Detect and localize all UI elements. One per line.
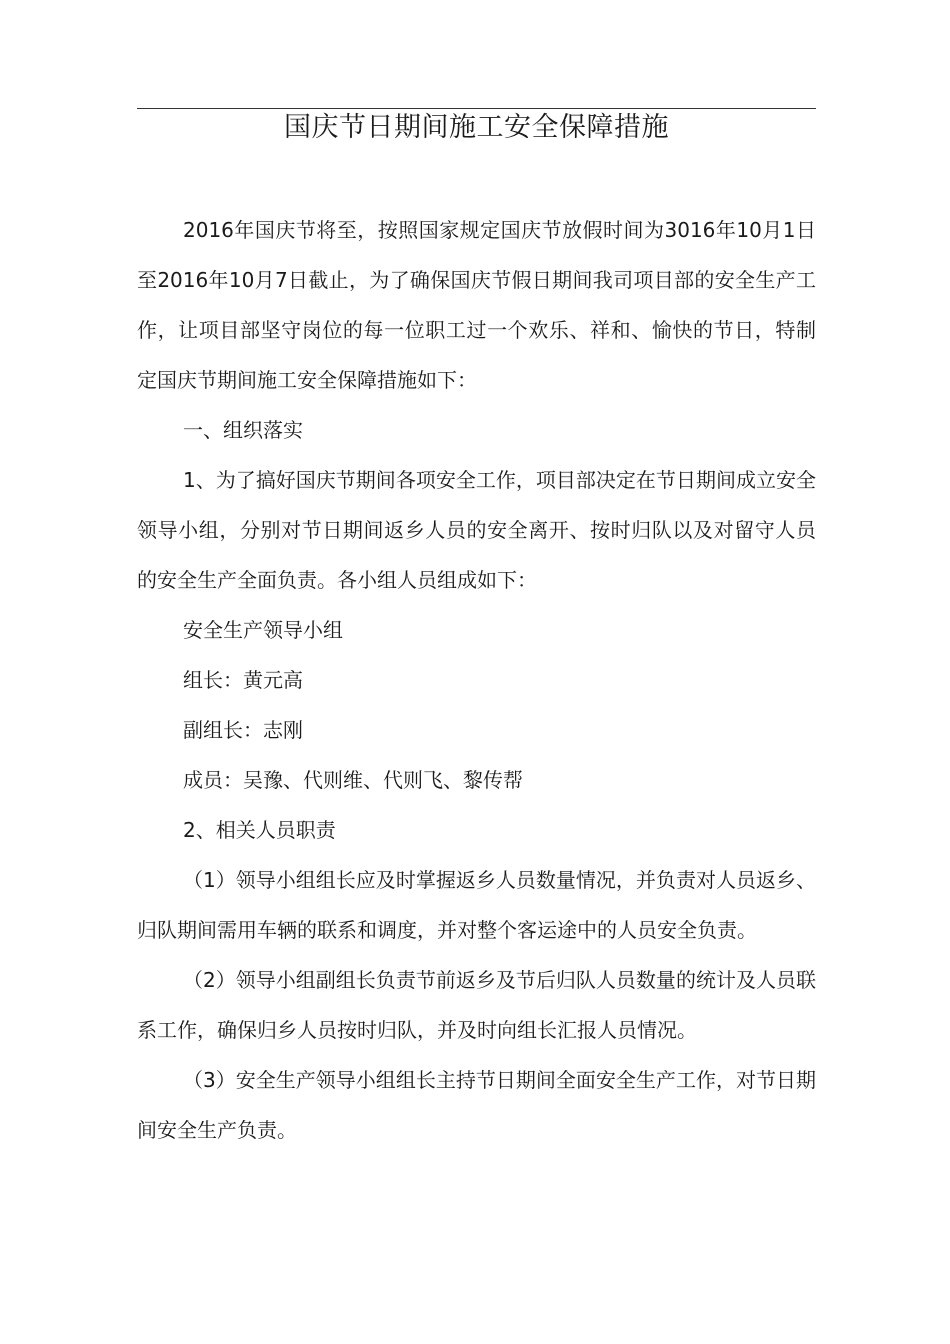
- duty-item-3: （3）安全生产领导小组组长主持节日期间全面安全生产工作，对节日期间安全生产负责。: [137, 1068, 816, 1142]
- section-heading-organization: 一、组织落实: [183, 418, 303, 442]
- paragraph-item-1: 1、为了搞好国庆节期间各项安全工作，项目部决定在节日期间成立安全领导小组，分别对节日期间返乡人员的安全离开、按时归队以及对留守人员的安全生产全面负责。各小组人员组成如下：: [137, 468, 816, 592]
- group-members: 成员：吴豫、代则维、代则飞、黎传帮: [183, 768, 523, 792]
- document-title: 国庆节日期间施工安全保障措施: [284, 112, 669, 143]
- group-deputy-leader: 副组长：志刚: [183, 718, 303, 742]
- duty-item-2: （2）领导小组副组长负责节前返乡及节后归队人员数量的统计及人员联系工作，确保归乡人员按时归队，并及时向组长汇报人员情况。: [137, 968, 816, 1042]
- section-heading-duties: 2、相关人员职责: [183, 818, 336, 842]
- document-body: [137, 205, 816, 1155]
- group-name: 安全生产领导小组: [183, 618, 343, 642]
- duty-item-1: （1）领导小组组长应及时掌握返乡人员数量情况，并负责对人员返乡、归队期间需用车辆的联系和调度，并对整个客运途中的人员安全负责。: [137, 868, 816, 942]
- paragraph-intro: 2016年国庆节将至，按照国家规定国庆节放假时间为3016年10月1日至2016年10月7日截止，为了确保国庆节假日期间我司项目部的安全生产工作，让项目部坚守岗位的每一位职工过一个欢乐、祥和、愉快的节日，特制定国庆节期间施工安全保障措施如下：: [137, 218, 816, 392]
- group-leader: 组长：黄元高: [183, 668, 303, 692]
